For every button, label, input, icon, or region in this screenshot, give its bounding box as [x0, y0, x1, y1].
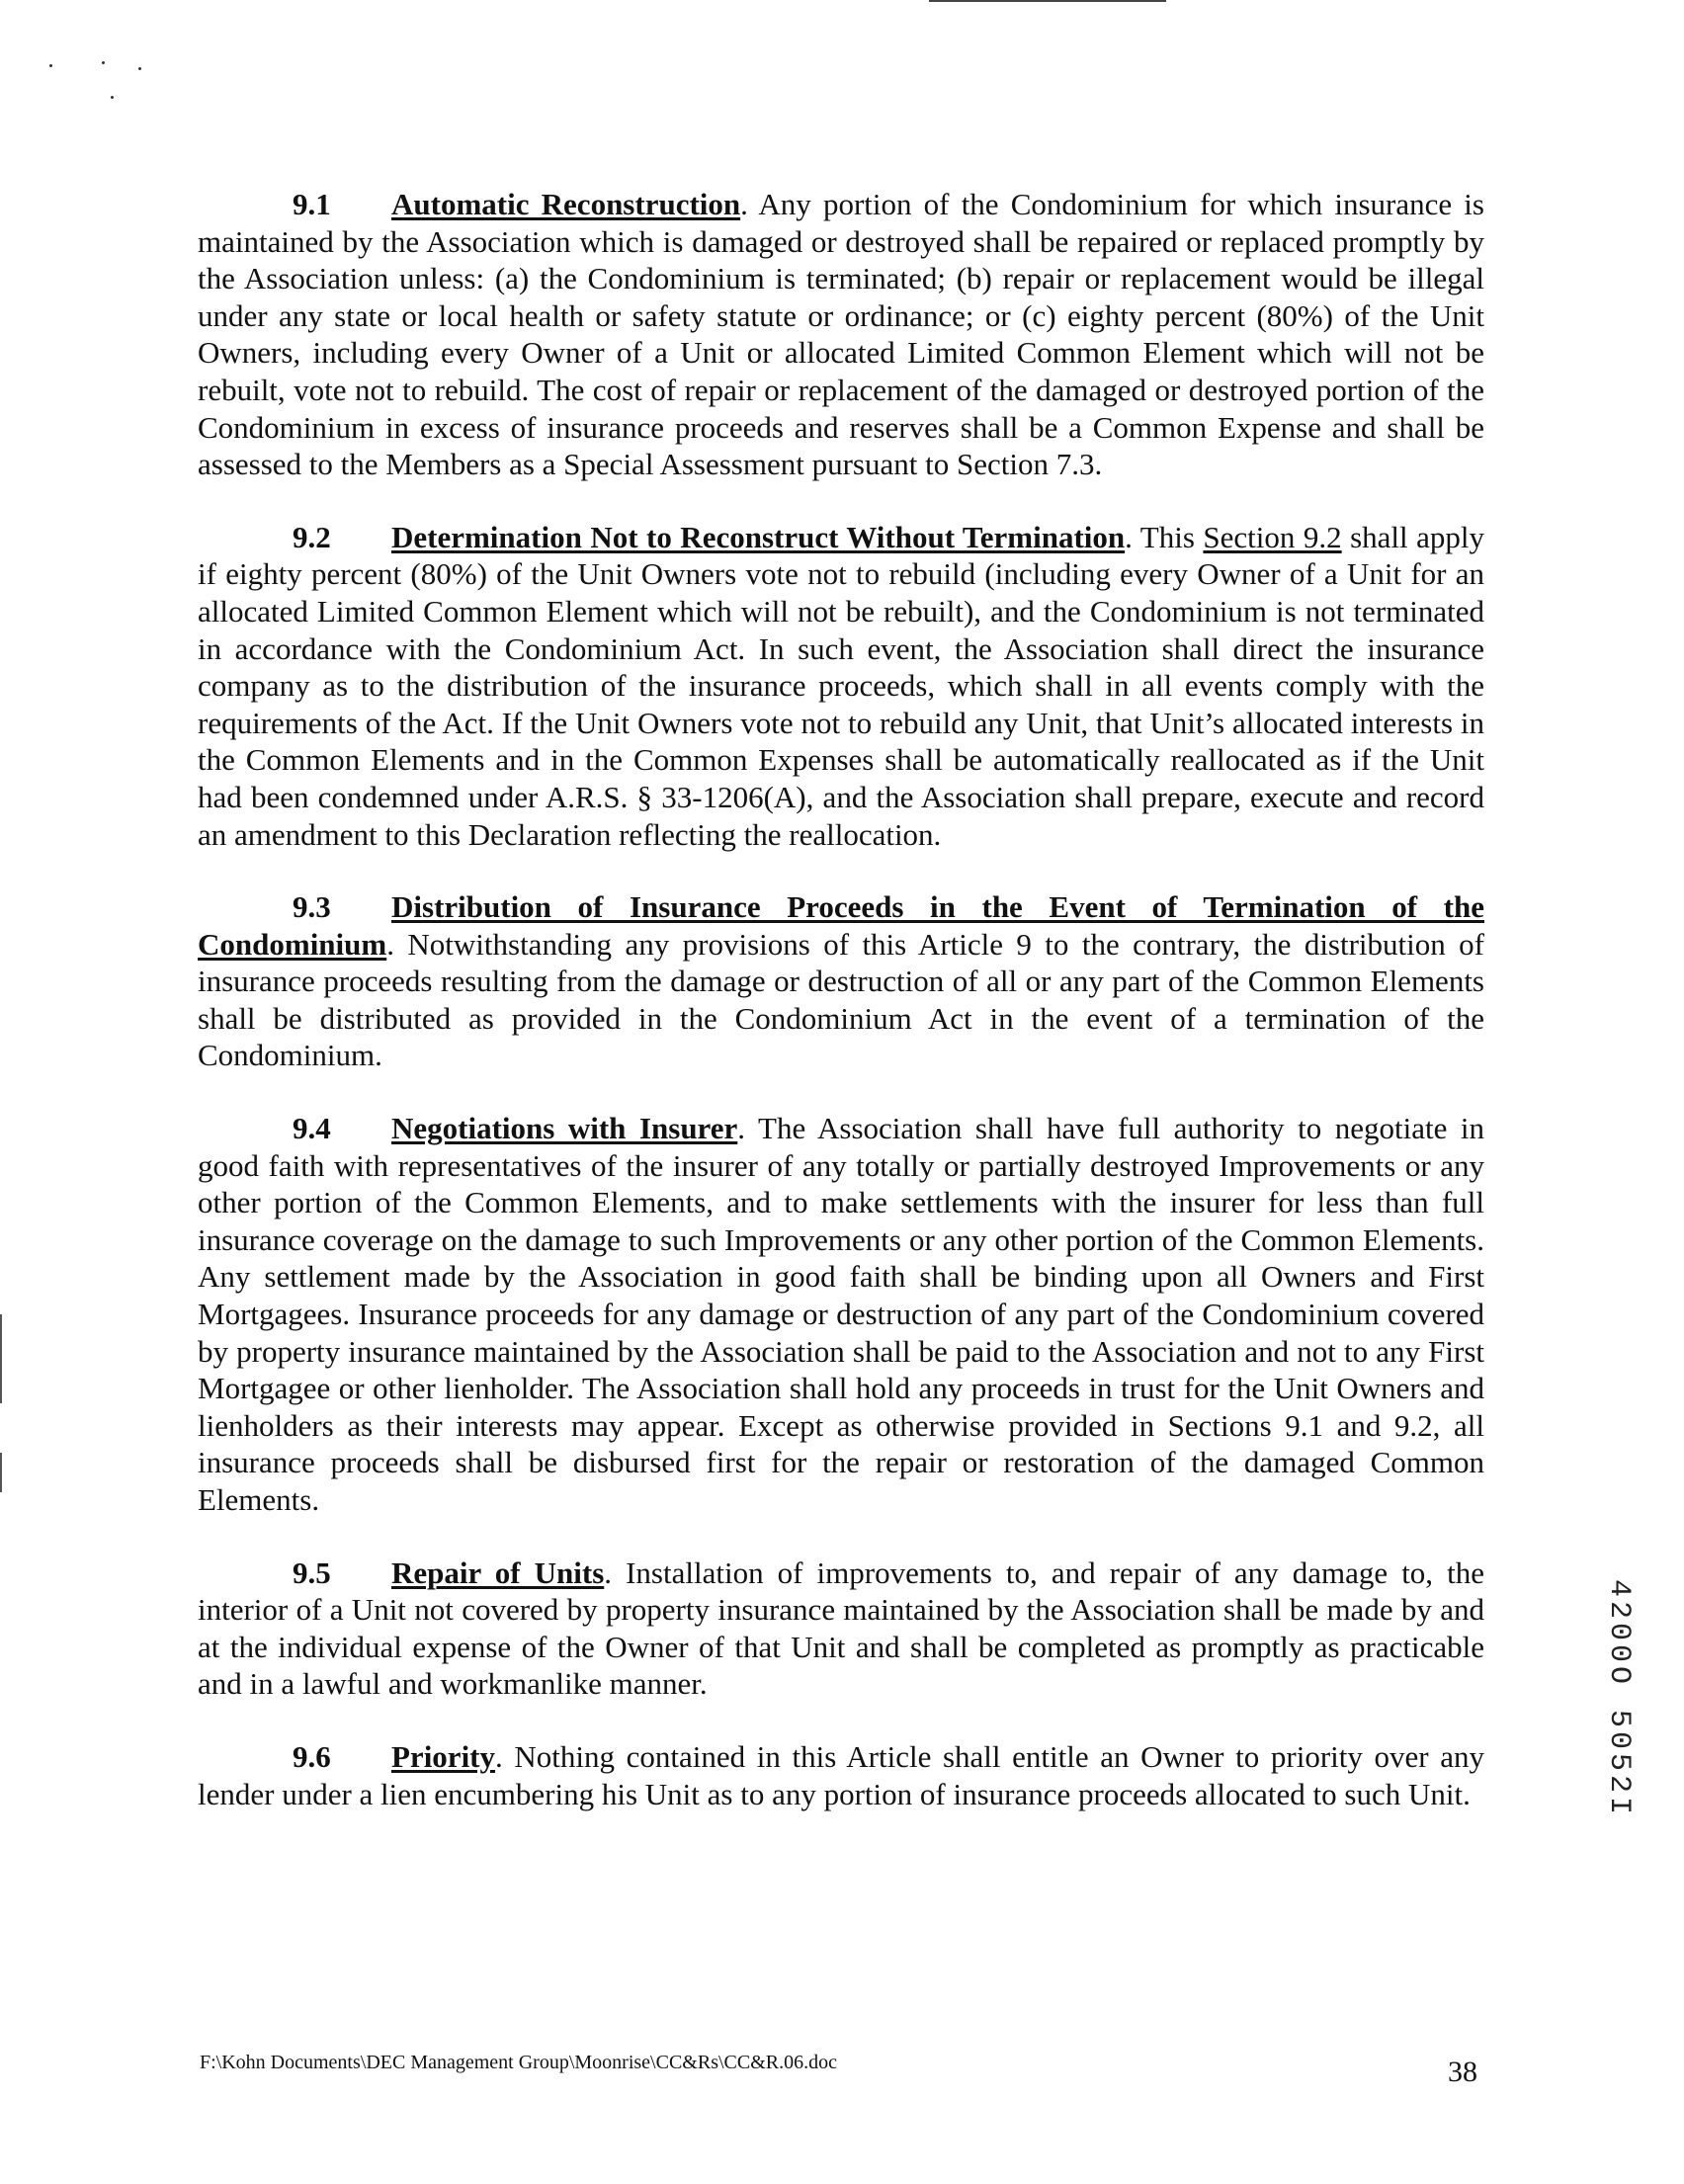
- side-stamp: [1599, 1579, 1639, 1846]
- section-heading: Priority: [391, 1738, 496, 1774]
- section-heading: Negotiations with Insurer: [391, 1111, 738, 1146]
- page-number: 38: [1448, 2056, 1477, 2088]
- section-number: 9.1: [293, 187, 331, 221]
- scan-artifact-line: [929, 0, 1166, 2]
- section-text: . The Association shall have full authority to negotiate in good faith with representatives of the insurer of any totally or partially destroyed Improvements or any other portion of the Common Elements, and to make settlements with the insurer for less than full insurance coverage on the damage to such Improvements or any other portion of the Common Elements. Any settlement made by the Association in good faith shall be binding upon all Owners and First Mortgagees. Insurance proceeds for any damage or destruction of any part of the Condominium covered by property insurance maintained by the Association shall be paid to the Association and not to any First Mortgagee or other lienholder. The Association shall hold any proceeds in trust for the Unit Owners and lienholders as their interests may appear. Except as otherwise provided in Sections 9.1 and 9.2, all insurance proceeds shall be disbursed first for the repair or restoration of the damaged Common Elements.: [198, 1111, 1484, 1517]
- section-reference: Section 9.2: [1203, 519, 1342, 554]
- scan-speck: [111, 96, 114, 99]
- scan-speck: [102, 61, 105, 64]
- section-text-lead: . This: [1125, 519, 1204, 554]
- section-9-4: [198, 1110, 1484, 1519]
- section-text: shall apply if eighty percent (80%) of the Unit Owners vote not to rebuild (including every Owner of a Unit for an allocated Limited Common Element which will not be rebuilt), and the Condominium is not terminated in accordance with the Condominium Act. In such event, the Association shall direct the insurance company as to the distribution of the insurance proceeds, which shall in all events comply with the requirements of the Act. If the Unit Owners vote not to rebuild any Unit, that Unit’s allocated interests in the Common Elements and in the Common Expenses shall be automatically reallocated as if the Unit had been condemned under A.R.S. § 33-1206(A), and the Association shall prepare, execute and record an amendment to this Declaration reflecting the reallocation.: [198, 519, 1484, 852]
- section-number: 9.3: [293, 889, 331, 925]
- section-9-5: [198, 1554, 1484, 1703]
- section-number: 9.2: [293, 519, 331, 554]
- section-9-1: [198, 186, 1484, 483]
- section-9-6: [198, 1738, 1484, 1812]
- side-stamp-text: 4200O 5052I: [1602, 1579, 1636, 1819]
- section-heading: Determination Not to Reconstruct Without Termination: [391, 519, 1126, 554]
- section-9-2: [198, 519, 1484, 853]
- section-text: . Nothing contained in this Article shall entitle an Owner to priority over any lender under a lien encumbering his Unit as to any portion of insurance proceeds allocated to such Unit.: [198, 1738, 1484, 1811]
- section-text: . Any portion of the Condominium for which insurance is maintained by the Association which is damaged or destroyed shall be repaired or replaced promptly by the Association unless: (a) the Condominium is terminated; (b) repair or replacement would be illegal under any state or local health or safety statute or ordinance; or (c) eighty percent (80%) of the Unit Owners, including every Owner of a Unit or allocated Limited Common Element which will not be rebuilt, vote not to rebuild. The cost of repair or replacement of the damaged or destroyed portion of the Condominium in excess of insurance proceeds and reserves shall be a Common Expense and shall be assessed to the Members as a Special Assessment pursuant to Section 7.3.: [198, 187, 1484, 482]
- scan-speck: [138, 67, 141, 70]
- section-number: 9.6: [293, 1738, 331, 1774]
- section-heading: Repair of Units: [391, 1554, 605, 1590]
- document-body: [198, 186, 1484, 1848]
- scan-margin-mark: [0, 1314, 2, 1403]
- section-number: 9.4: [293, 1111, 331, 1146]
- footer-file-path: F:\Kohn Documents\DEC Management Group\Moonrise\CC&Rs\CC&R.06.doc: [200, 2052, 837, 2073]
- section-text: . Notwithstanding any provisions of this Article 9 to the contrary, the distribution of insurance proceeds resulting from the damage or destruction of all or any part of the Common Elements shall be distributed as provided in the Condominium Act in the event of a termination of the Condominium.: [198, 926, 1484, 1073]
- scan-speck: [49, 64, 52, 67]
- scan-margin-mark: [0, 1453, 2, 1492]
- section-text: . Installation of improvements to, and repair of any damage to, the interior of a Unit not covered by property insurance maintained by the Association shall be made by and at the individual expense of the Owner of that Unit and shall be completed as promptly as practicable and in a lawful and workmanlike manner.: [198, 1554, 1484, 1702]
- section-heading: Automatic Reconstruction: [391, 187, 741, 221]
- section-heading: Distribution of Insurance Proceeds in the Event of Termination of the Condominium: [198, 889, 1484, 962]
- section-9-3: [198, 888, 1484, 1074]
- section-number: 9.5: [293, 1554, 331, 1590]
